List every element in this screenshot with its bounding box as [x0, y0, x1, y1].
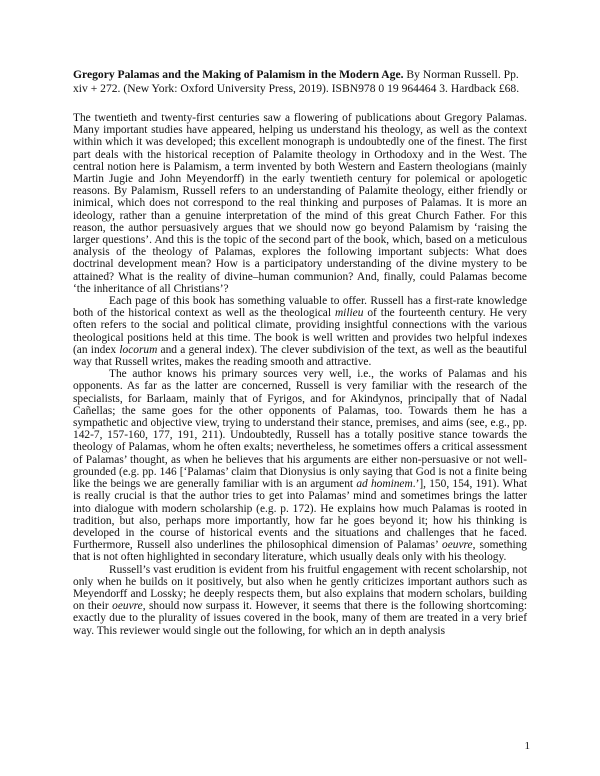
- italic-locorum: locorum: [119, 343, 158, 356]
- paragraph-3-text-b: .’], 150, 154, 191). What is really crucial is that the author tries to get into Palamas’ mind and sometimes brings the latter into dialogue with modern scholarship (e.g. p. 172). He explains how much Palamas is rooted in tradition, but also, perhaps more importantly, how far he goes beyond it; how his thinking is developed in the course of historical events and the situations and challenges that he faced. Furthermore, Russell also underlines the philosophical dimension of Palamas’: [73, 478, 527, 552]
- book-details: By Norman Russell. Pp. xiv + 272. (New York: Oxford University Press, 2019). ISBN978 0 19 964464 3. Hardback £68.: [73, 68, 520, 96]
- italic-oeuvre: oeuvre: [442, 539, 473, 552]
- paragraph-2-text-b: of the fourteenth century. He very often refers to the social and political climate, providing insightful connections with the various theological positions held at this time. The book is well written and provides two helpful indexes (an index: [73, 307, 527, 356]
- paragraph-4-text-b: , should now surpass it. However, it seems that there is the following shortcoming: exactly due to the plurality of issues covered in the book, many of them are treated in a very brief way. This reviewer would single out the following, for which an in depth analysis: [73, 600, 527, 637]
- paragraph-4: [73, 564, 527, 637]
- paragraph-2: [73, 295, 527, 368]
- italic-ad-hominem: ad hominem: [356, 478, 413, 491]
- book-title: Gregory Palamas and the Making of Palamism in the Modern Age.: [73, 68, 404, 81]
- paragraph-2-text-a: Each page of this book has something valuable to offer. Russell has a first-rate knowledge both of the historical context as well as the theological: [73, 295, 527, 320]
- paragraph-2-text-c: and a general index). The clever subdivision of the text, as well as the beautiful way that Russell writes, makes the reading smooth and attractive.: [73, 343, 527, 369]
- review-heading: [73, 68, 529, 97]
- paragraph-4-text-a: Russell’s vast erudition is evident from his fruitful engagement with recent scholarship, not only when he builds on it positively, but also when he gently criticizes important authors such as Meyendorff and Lossky; he deeply respects them, but also explains that modern scholars, building on their: [73, 563, 527, 613]
- paragraph-1: The twentieth and twenty-first centuries saw a flowering of publications about Gregory Palamas. Many important studies have appeared, helping us understand his theology, as well as the context within which it was developed; this excellent monograph is undoubtedly one of the finest. The first part deals with the historical reception of Palamite theology in Orthodoxy and in the West. The central notion here is Palamism, a term invented by both Western and Eastern theologians (mainly Martin Jugie and John Meyendorff) in the early twentieth century for polemical or apologetic reasons. By Palamism, Russell refers to an understanding of Palamite theology, either friendly or inimical, which does not correspond to the real thinking and purposes of Palamas. It is more an ideology, rather than a genuine interpretation of the mind of this great Church Father. For this reason, the author persuasively argues that we should now go beyond Palamism by ‘raising the larger questions’. And this is the topic of the second part of the book, which, based on a meticulous analysis of the theology of Palamas, explores the following important subjects: What does doctrinal development mean? How is a participatory understanding of the divine mystery to be attained? What is the reality of divine–human communion? And, finally, could Palamas become ‘the inheritance of all Christians’?: [73, 112, 527, 295]
- paragraph-3-text-a: The author knows his primary sources very well, i.e., the works of Palamas and his opponents. As far as the latter are concerned, Russell is very familiar with the research of the specialists, for Barlaam, mainly that of Fyrigos, and for Akindynos, principally that of Nadal Cañellas; the same goes for the other opponents of Palamas, too. Towards them he has a sympathetic and objective view, trying to understand their stance, premises, and aims (see, e.g., pp. 142-7, 157-160, 177, 191, 211). Undoubtedly, Russell has a totally positive stance towards the theology of Palamas, whom he often exalts; nevertheless, he sometimes offers a critical assessment of Palamas’ thought, as when he believes that his arguments are either non-persuasive or not well-grounded (e.g. pp. 146 [‘Palamas’ claim that Dionysius is only saying that God is not a finite being like the beings we are generally familiar with is an argument: [73, 368, 527, 491]
- paragraph-3-text-c: , something that is not often highlighted in secondary literature, which usually deals only with his theology.: [73, 539, 527, 564]
- italic-oeuvre-2: oeuvre: [112, 600, 143, 613]
- page-number: 1: [524, 740, 530, 752]
- review-body: [73, 112, 527, 637]
- italic-milieu: milieu: [334, 307, 364, 320]
- paragraph-3: [73, 368, 527, 563]
